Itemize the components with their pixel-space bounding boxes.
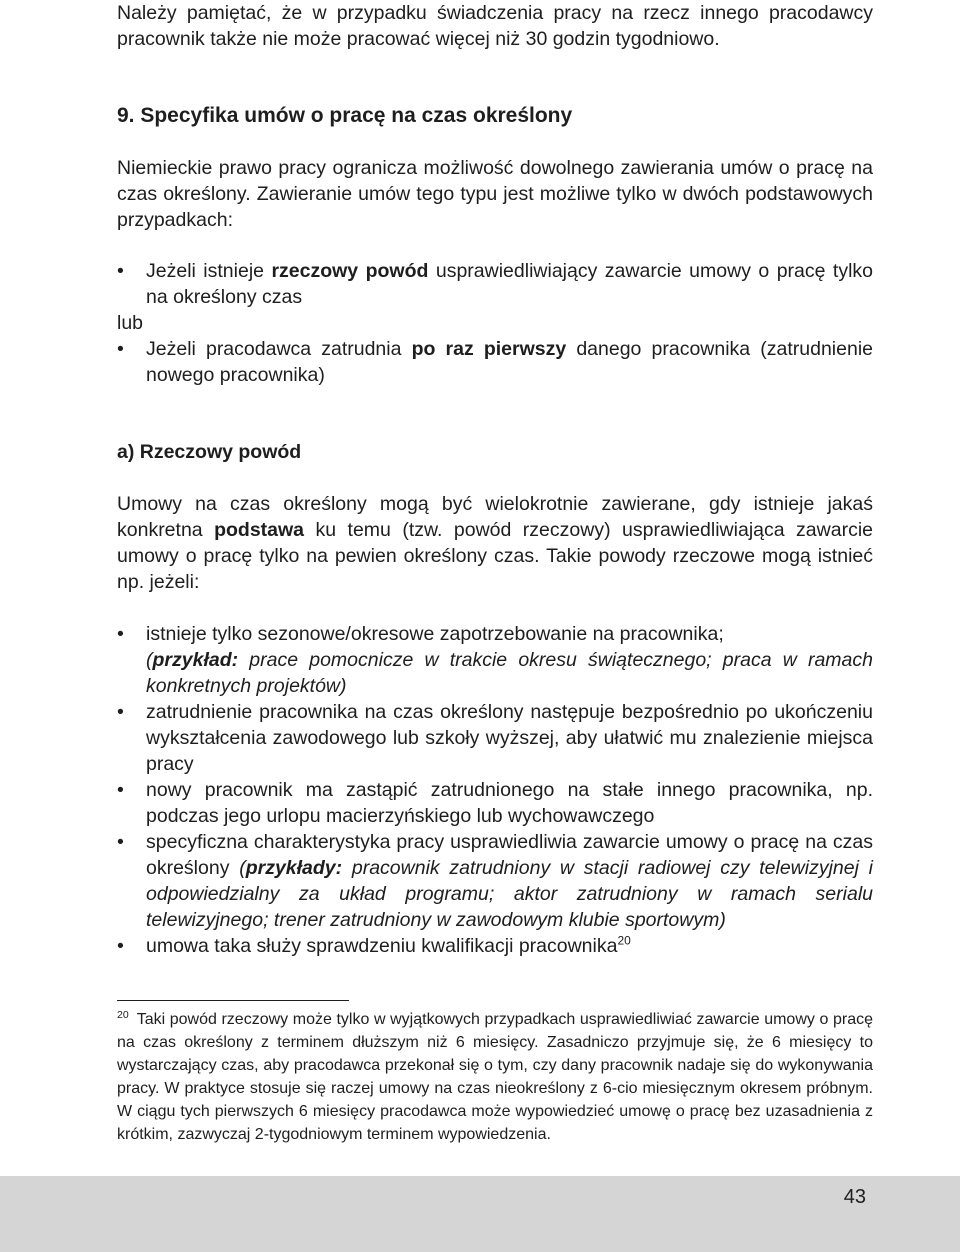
- section-9-heading: 9. Specyfika umów o pracę na czas określony: [117, 104, 573, 127]
- list-item: • zatrudnienie pracownika na czas określony następuje bezpośrednio po ukończeniu wykształcenia zawodowego lub szkoły wyższej, aby ułatwić mu znalezienie miejsca pracy: [117, 701, 873, 775]
- bullet-icon: •: [117, 779, 124, 801]
- bullet-icon: •: [117, 338, 124, 360]
- page-number: 43: [843, 1186, 866, 1208]
- footnote-number: 20: [117, 1008, 129, 1021]
- list-item: • nowy pracownik ma zastąpić zatrudnionego na stałe innego pracownika, np. podczas jego urlopu macierzyńskiego lub wychowawczego: [117, 779, 873, 827]
- cases-list-1: [117, 258, 873, 310]
- bullet-icon: •: [117, 831, 124, 853]
- list-item: • Jeżeli istnieje rzeczowy powód usprawiedliwiający zawarcie umowy o pracę tylko na określony czas: [117, 260, 874, 308]
- list-item: • Jeżeli pracodawca zatrudnia po raz pierwszy danego pracownika (zatrudnienie nowego pracownika): [117, 338, 873, 386]
- reasons-list: [117, 621, 873, 959]
- bullet-icon: •: [117, 623, 124, 645]
- or-label: lub: [117, 312, 144, 334]
- paragraph-a: Umowy na czas określony mogą być wielokrotnie zawierane, gdy istnieje jakaś konkretna podstawa ku temu (tzw. powód rzeczowy) usprawiedliwiająca zawarcie umowy o pracę tylko na pewien określony czas. Takie powody rzeczowe mogą istnieć np. jeżeli:: [117, 493, 873, 593]
- bullet-icon: •: [117, 701, 124, 723]
- bullet-icon: •: [117, 260, 124, 282]
- intro-paragraph: Niemieckie prawo pracy ogranicza możliwość dowolnego zawierania umów o pracę na czas określony. Zawieranie umów tego typu jest możliwe tylko w dwóch podstawowych przypadkach:: [117, 157, 873, 231]
- footnote-divider: [117, 1000, 349, 1001]
- page-footer: [0, 1176, 960, 1252]
- footnote: [117, 1008, 873, 1146]
- footnote-text: Taki powód rzeczowy może tylko w wyjątkowych przypadkach usprawiedliwiać zawarcie umowy o pracę na czas określony z terminem dłuższym niż 6 miesięcy. Zasadniczo przyjmuje się, że 6 miesięcy to wystarczający czas, aby pracodawca przekonał się o tym, czy dany pracownik nadaje się do wykonywania pracy. W praktyce stosuje się raczej umowy na czas nieokreślony z 6-cio miesięcznym okresem próbnym. W ciągu tych pierwszych 6 miesięcy pracodawca może wypowiedzieć umowę o pracę bez uzasadnienia z krótkim, zazwyczaj 2-tygodniowym terminem wypowiedzenia.: [117, 1011, 873, 1143]
- footnote-reference[interactable]: 20: [617, 933, 631, 948]
- list-item: • umowa taka służy sprawdzeniu kwalifikacji pracownika$^{20}$: [117, 933, 631, 957]
- list-item: • specyficzna charakterystyka pracy usprawiedliwia zawarcie umowy o pracę na czas określony (przykłady: pracownik zatrudniony w stacji radiowej czy telewizyjnej i odpowiedzialny za układ programu; aktor zatrudniony w ramach serialu telewizyjnego; trener zatrudniony w zawodowym klubie sportowym): [117, 831, 873, 931]
- subsection-a-heading: a) Rzeczowy powód: [117, 441, 302, 463]
- bullet-icon: •: [117, 935, 124, 957]
- list-item: • istnieje tylko sezonowe/okresowe zapotrzebowanie na pracownika; (przykład: prace pomocnicze w trakcie okresu świątecznego; praca w ramach konkretnych projektów): [117, 623, 873, 697]
- top-paragraph: Należy pamiętać, że w przypadku świadczenia pracy na rzecz innego pracodawcy pracownik także nie może pracować więcej niż 30 godzin tygodniowo.: [117, 2, 873, 50]
- cases-list-2: [117, 336, 873, 388]
